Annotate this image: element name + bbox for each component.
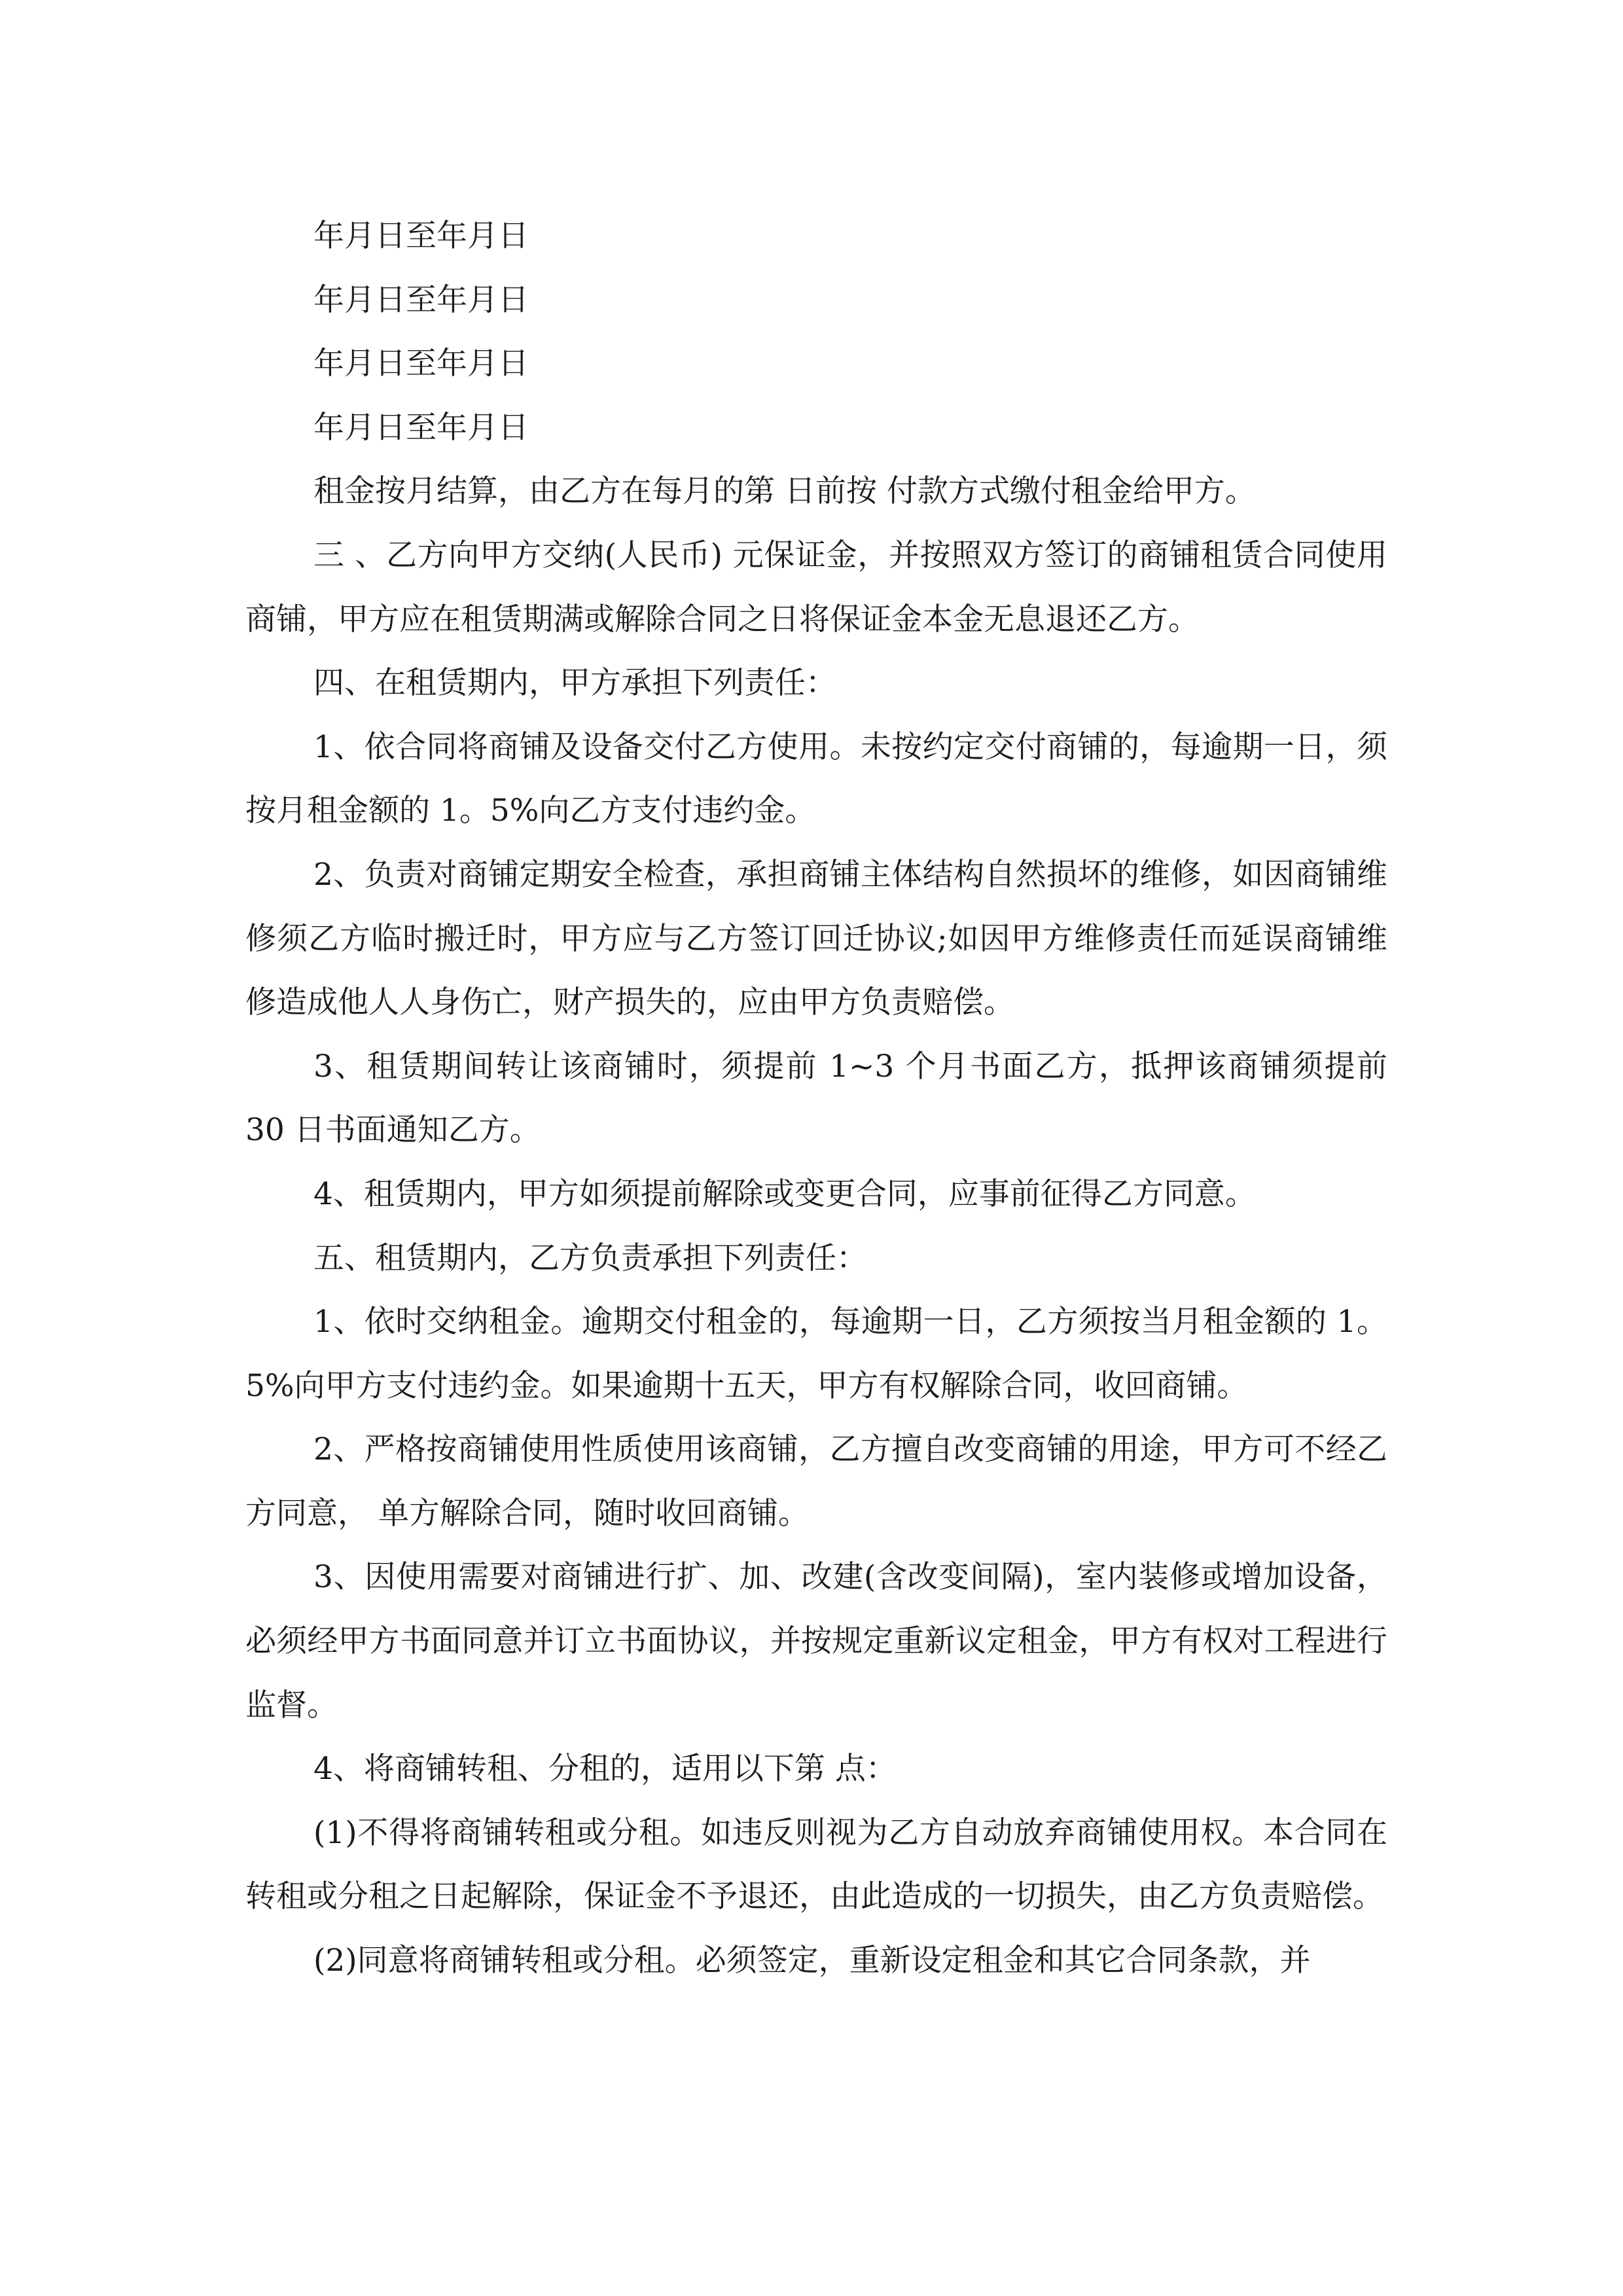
sublet-option-2: (2)同意将商铺转租或分租。必须签定，重新设定租金和其它合同条款，并 [313,1943,1311,1979]
rent-settlement-paragraph: 租金按月结算，由乙方在每月的第 日前按 付款方式缴付租金给甲方。 [313,473,1256,510]
period-line-3: 年月日至年月日 [313,346,529,382]
period-line-2: 年月日至年月日 [313,281,529,318]
clause-5-heading: 五、租赁期内，乙方负责承担下列责任： [313,1240,867,1276]
clause-5-item-1: 1、依时交纳租金。逾期交付租金的，每逾期一日，乙方须按当月租金额的 1。5%向甲方支付违约金。如果逾期十五天，甲方有权解除合同，收回商铺。 [245,1304,1387,1404]
clause-3-deposit: 三 、乙方向甲方交纳(人民币) 元保证金，并按照双方签订的商铺租赁合同使用商铺，甲方应在租赁期满或解除合同之日将保证金本金无息退还乙方。 [245,537,1387,637]
clause-5-item-4: 4、将商铺转租、分租的，适用以下第 点： [313,1751,897,1787]
clause-4-heading: 四、在租赁期内，甲方承担下列责任： [313,665,836,702]
sublet-option-1: (1)不得将商铺转租或分租。如违反则视为乙方自动放弃商铺使用权。本合同在转租或分租之日起解除，保证金不予退还，由此造成的一切损失，由乙方负责赔偿。 [245,1814,1387,1915]
clause-5-item-2: 2、严格按商铺使用性质使用该商铺，乙方擅自改变商铺的用途，甲方可不经乙方同意， 单方解除合同，随时收回商铺。 [245,1431,1387,1532]
clause-5-item-3: 3、因使用需要对商铺进行扩、加、改建(含改变间隔)，室内装修或增加设备，必须经甲方书面同意并订立书面协议，并按规定重新议定租金，甲方有权对工程进行监督。 [245,1559,1387,1723]
clause-4-item-1: 1、依合同将商铺及设备交付乙方使用。未按约定交付商铺的，每逾期一日，须按月租金额的 1。5%向乙方支付违约金。 [245,728,1387,829]
clause-4-item-2: 2、负责对商铺定期安全检查，承担商铺主体结构自然损坏的维修，如因商铺维修须乙方临时搬迁时，甲方应与乙方签订回迁协议;如因甲方维修责任而延误商铺维修造成他人人身伤亡，财产损失的，应由甲方负责赔偿。 [245,856,1387,1021]
period-line-4: 年月日至年月日 [313,409,529,446]
clause-4-item-4: 4、租赁期内，甲方如须提前解除或变更合同，应事前征得乙方同意。 [313,1175,1256,1212]
period-line-1: 年月日至年月日 [313,218,529,254]
contract-body [245,204,1387,1993]
clause-4-item-3: 3、租赁期间转让该商铺时，须提前 1~3 个月书面乙方，抵押该商铺须提前 30 日书面通知乙方。 [245,1048,1387,1149]
